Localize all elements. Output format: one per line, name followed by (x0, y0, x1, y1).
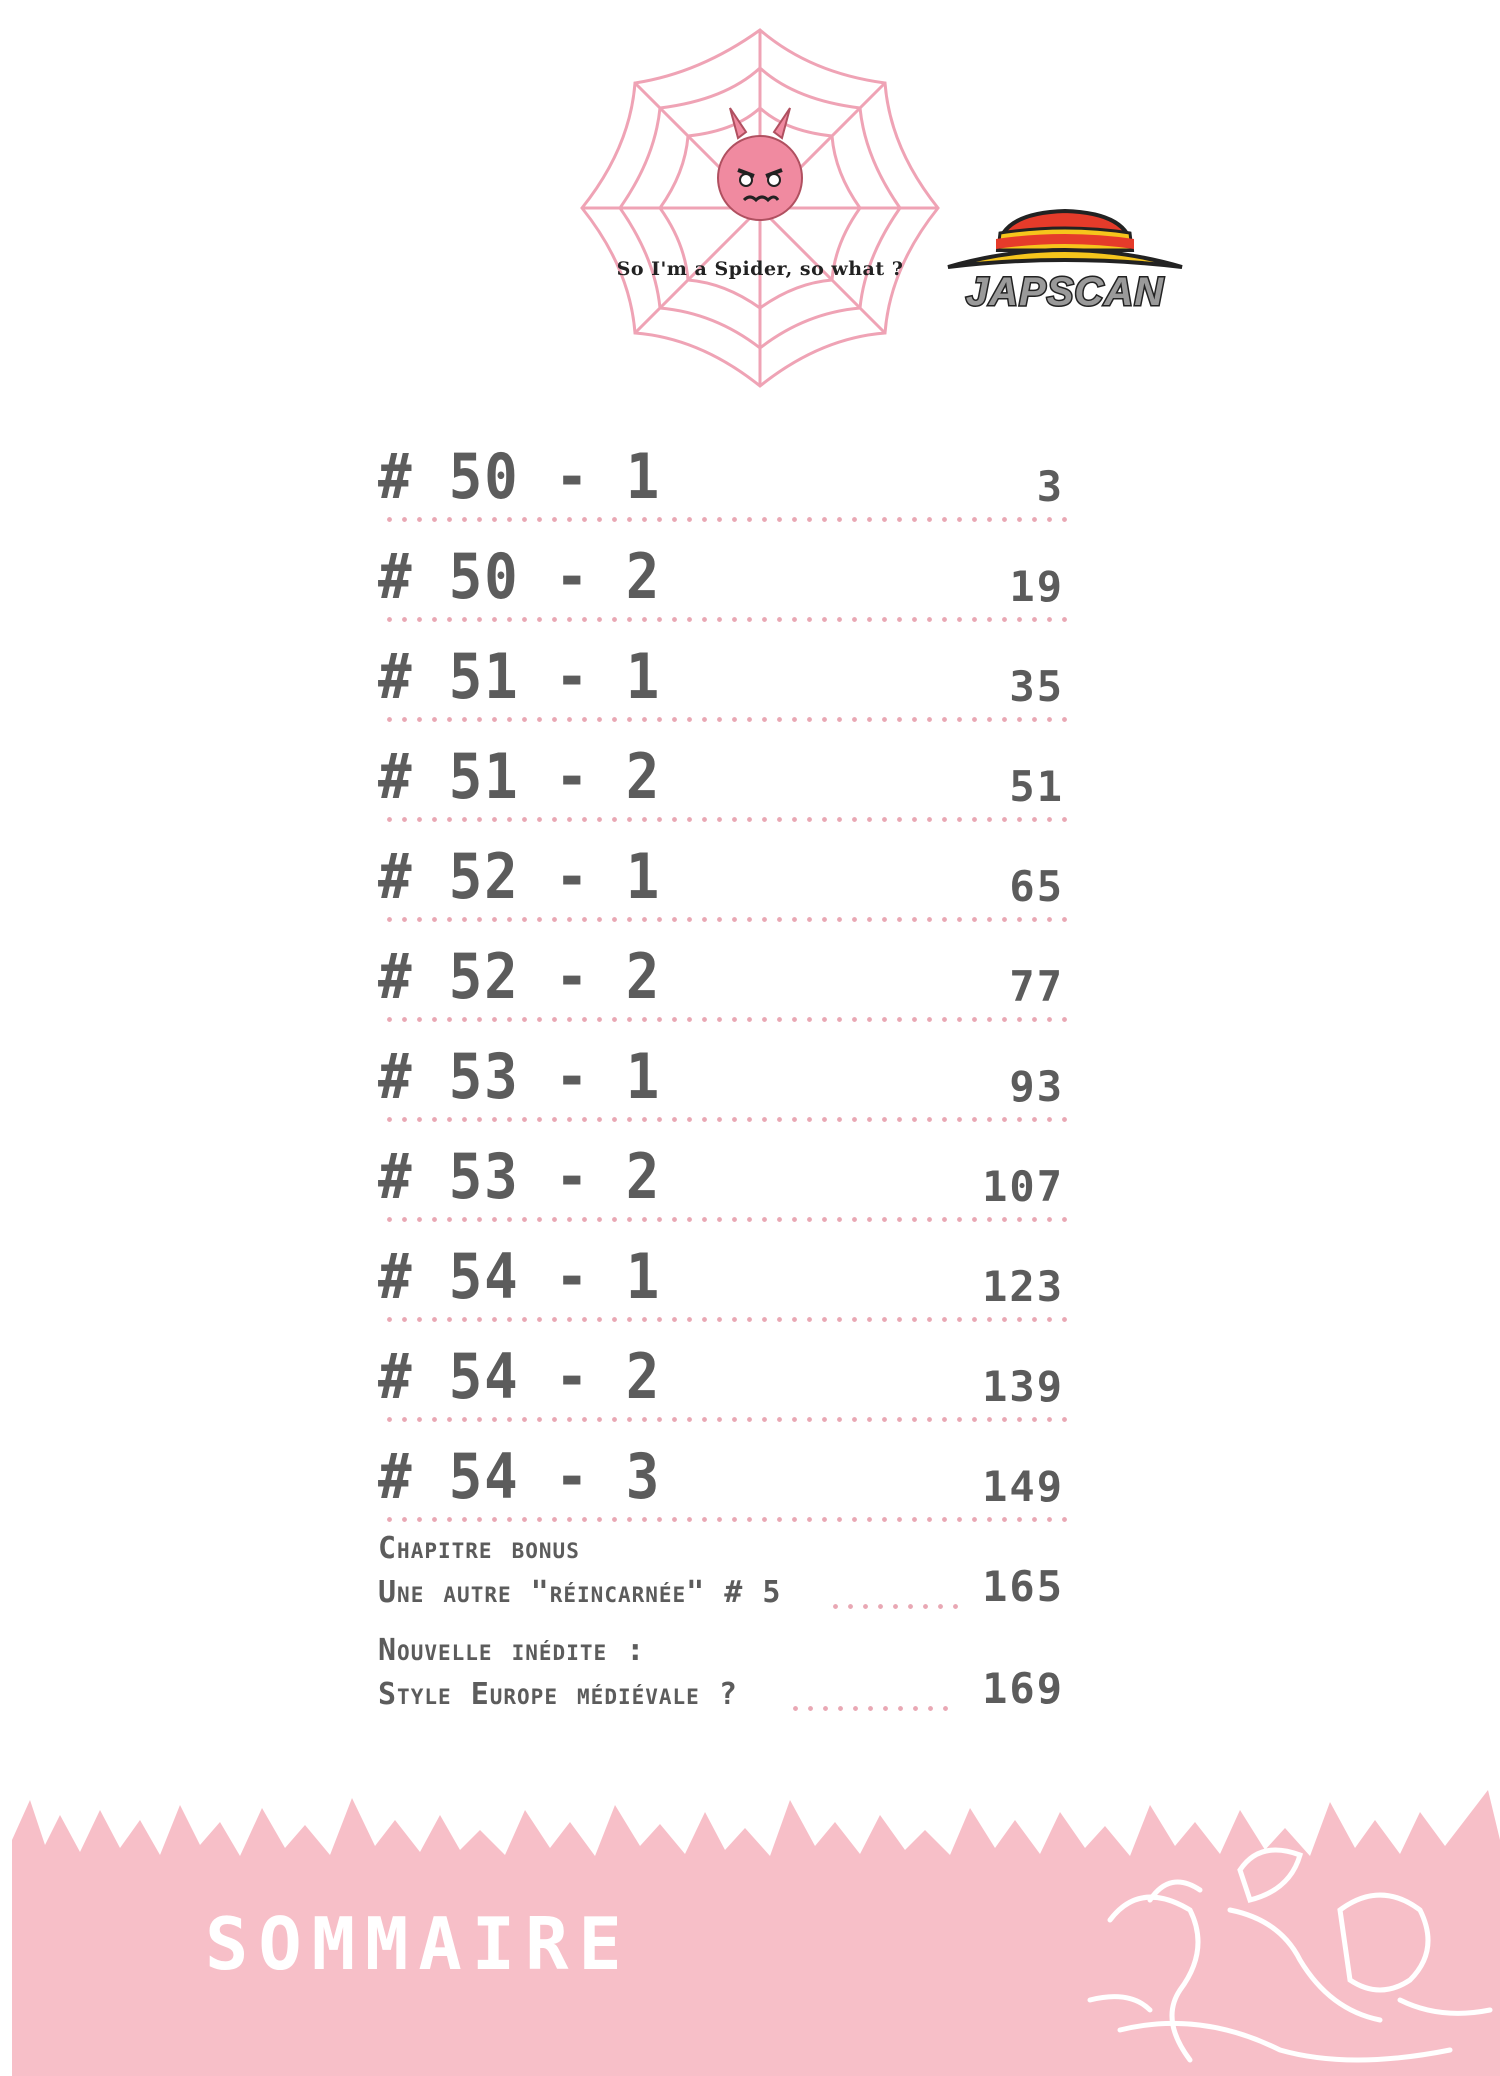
table-of-contents (378, 422, 1068, 1726)
page-number: 139 (982, 1362, 1064, 1411)
toc-entry[interactable] (378, 1322, 1068, 1422)
page-title: SOMMAIRE (205, 1902, 632, 1986)
dotted-leader (788, 1706, 958, 1711)
toc-entry[interactable] (378, 1422, 1068, 1522)
chapter-number: # 54 - 1 (378, 1240, 662, 1313)
straw-hat-icon (940, 205, 1190, 320)
page-number: 65 (1009, 862, 1064, 911)
page-number: 149 (982, 1462, 1064, 1511)
page-number: 77 (1009, 962, 1064, 1011)
chapter-number: # 54 - 2 (378, 1340, 662, 1413)
spider-web-icon (580, 28, 940, 388)
nouvelle-heading: Nouvelle inédite : (378, 1633, 646, 1668)
toc-entry[interactable] (378, 622, 1068, 722)
chapter-number: # 52 - 2 (378, 940, 662, 1013)
page-number: 93 (1009, 1062, 1064, 1111)
spider-web-logo (580, 28, 940, 388)
toc-entry[interactable] (378, 722, 1068, 822)
dotted-leader (828, 1604, 958, 1609)
toc-entry[interactable] (378, 1022, 1068, 1122)
page-number: 107 (982, 1162, 1064, 1211)
chapter-number: # 53 - 2 (378, 1140, 662, 1213)
toc-entry[interactable] (378, 422, 1068, 522)
chapter-number: # 51 - 2 (378, 740, 662, 813)
page-number: 123 (982, 1262, 1064, 1311)
japscan-logo (940, 205, 1190, 320)
page-number: 169 (982, 1664, 1064, 1713)
nouvelle-title: Style Europe médiévale ? (378, 1677, 738, 1712)
toc-entry[interactable] (378, 1122, 1068, 1222)
chapter-number: # 50 - 1 (378, 440, 662, 513)
chapter-number: # 52 - 1 (378, 840, 662, 913)
spider-logo-caption: So I'm a Spider, so what ? (616, 258, 904, 280)
page-number: 51 (1009, 762, 1064, 811)
page-number: 35 (1009, 662, 1064, 711)
japscan-logo-text: JAPSCAN (965, 270, 1165, 314)
chapter-number: # 53 - 1 (378, 1040, 662, 1113)
chapter-number: # 51 - 1 (378, 640, 662, 713)
bonus-title: Une autre "réincarnée" # 5 (378, 1575, 782, 1610)
toc-entry[interactable] (378, 1222, 1068, 1322)
toc-entry-nouvelle[interactable] (378, 1624, 1068, 1726)
page-number: 165 (982, 1562, 1064, 1611)
toc-entry[interactable] (378, 822, 1068, 922)
chapter-number: # 50 - 2 (378, 540, 662, 613)
toc-entry[interactable] (378, 922, 1068, 1022)
page-number: 19 (1009, 562, 1064, 611)
toc-entry-bonus[interactable] (378, 1522, 1068, 1624)
bonus-heading: Chapitre bonus (378, 1531, 580, 1566)
chapter-number: # 54 - 3 (378, 1440, 662, 1513)
page-number: 3 (1036, 462, 1064, 511)
toc-entry[interactable] (378, 522, 1068, 622)
